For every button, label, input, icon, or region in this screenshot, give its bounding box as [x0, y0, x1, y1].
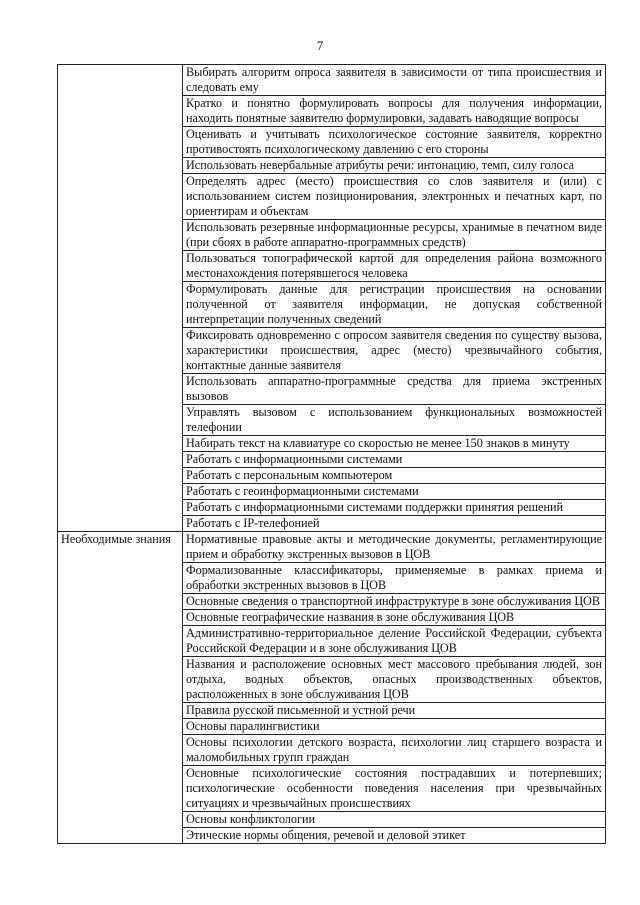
table-cell-item: Работать с информационными системами поддержки принятия решений — [183, 500, 606, 516]
table-cell-item: Выбирать алгоритм опроса заявителя в зависимости от типа происшествия и следовать ему — [183, 65, 606, 96]
table-row — [58, 532, 606, 563]
table-cell-item: Административно-территориальное деление Российской Федерации, субъекта Российской Федерации и в зоне обслуживания ЦОВ — [183, 626, 606, 657]
table-cell-item: Работать с персональным компьютером — [183, 468, 606, 484]
competency-table-body — [58, 65, 606, 844]
table-cell-item: Основные психологические состояния пострадавших и потерпевших; психологические особенности поведения населения при чрезвычайных ситуациях и чрезвычайных происшествиях — [183, 766, 606, 812]
table-cell-item: Основные географические названия в зоне обслуживания ЦОВ — [183, 610, 606, 626]
table-cell-item: Использовать невербальные атрибуты речи: интонацию, темп, силу голоса — [183, 158, 606, 174]
table-cell-item: Названия и расположение основных мест массового пребывания людей, зон отдыха, водных объектов, опасных производственных объектов, расположенных в зоне обслуживания ЦОВ — [183, 657, 606, 703]
table-cell-item: Работать с геоинформационными системами — [183, 484, 606, 500]
knowledge-label-cell: Необходимые знания — [58, 532, 183, 844]
table-cell-item: Правила русской письменной и устной речи — [183, 703, 606, 719]
table-cell-item: Формализованные классификаторы, применяемые в рамках приема и обработки экстренных вызовов в ЦОВ — [183, 563, 606, 594]
table-cell-item: Нормативные правовые акты и методические документы, регламентирующие прием и обработку экстренных вызовов в ЦОВ — [183, 532, 606, 563]
table-cell-item: Определять адрес (место) происшествия со слов заявителя и (или) с использованием систем позиционирования, электронных и печатных карт, по ориентирам и объектам — [183, 174, 606, 220]
table-row — [58, 65, 606, 96]
page-number: 7 — [316, 38, 324, 53]
table-cell-item: Использовать резервные информационные ресурсы, хранимые в печатном виде (при сбоях в работе аппаратно-программных средств) — [183, 220, 606, 251]
table-cell-item: Этические нормы общения, речевой и деловой этикет — [183, 828, 606, 844]
table-cell-item: Кратко и понятно формулировать вопросы для получения информации, находить понятные заявителю формулировки, задавать наводящие вопросы — [183, 96, 606, 127]
table-cell-item: Использовать аппаратно-программные средства для приема экстренных вызовов — [183, 374, 606, 405]
table-cell-item: Работать с информационными системами — [183, 452, 606, 468]
table-cell-item: Основы конфликтологии — [183, 812, 606, 828]
table-cell-item: Работать с IP-телефонией — [183, 516, 606, 532]
table-cell-item: Управлять вызовом с использованием функциональных возможностей телефонии — [183, 405, 606, 436]
table-cell-item: Основы паралингвистики — [183, 719, 606, 735]
table-cell-item: Формулировать данные для регистрации происшествия на основании полученной от заявителя информации, не допуская собственной интерпретации полученных сведений — [183, 282, 606, 328]
table-cell-item: Набирать текст на клавиатуре со скоростью не менее 150 знаков в минуту — [183, 436, 606, 452]
table-cell-item: Пользоваться топографической картой для определения района возможного местонахождения потерявшегося человека — [183, 251, 606, 282]
table-cell-item: Оценивать и учитывать психологическое состояние заявителя, корректно противостоять психологическому давлению с его стороны — [183, 127, 606, 158]
skills-label-cell — [58, 65, 183, 532]
table-cell-item: Фиксировать одновременно с опросом заявителя сведения по существу вызова, характеристики происшествия, адрес (место) чрезвычайного события, контактные данные заявителя — [183, 328, 606, 374]
competency-table — [57, 64, 606, 844]
table-cell-item: Основные сведения о транспортной инфраструктуре в зоне обслуживания ЦОВ — [183, 594, 606, 610]
table-cell-item: Основы психологии детского возраста, психологии лиц старшего возраста и маломобильных групп граждан — [183, 735, 606, 766]
